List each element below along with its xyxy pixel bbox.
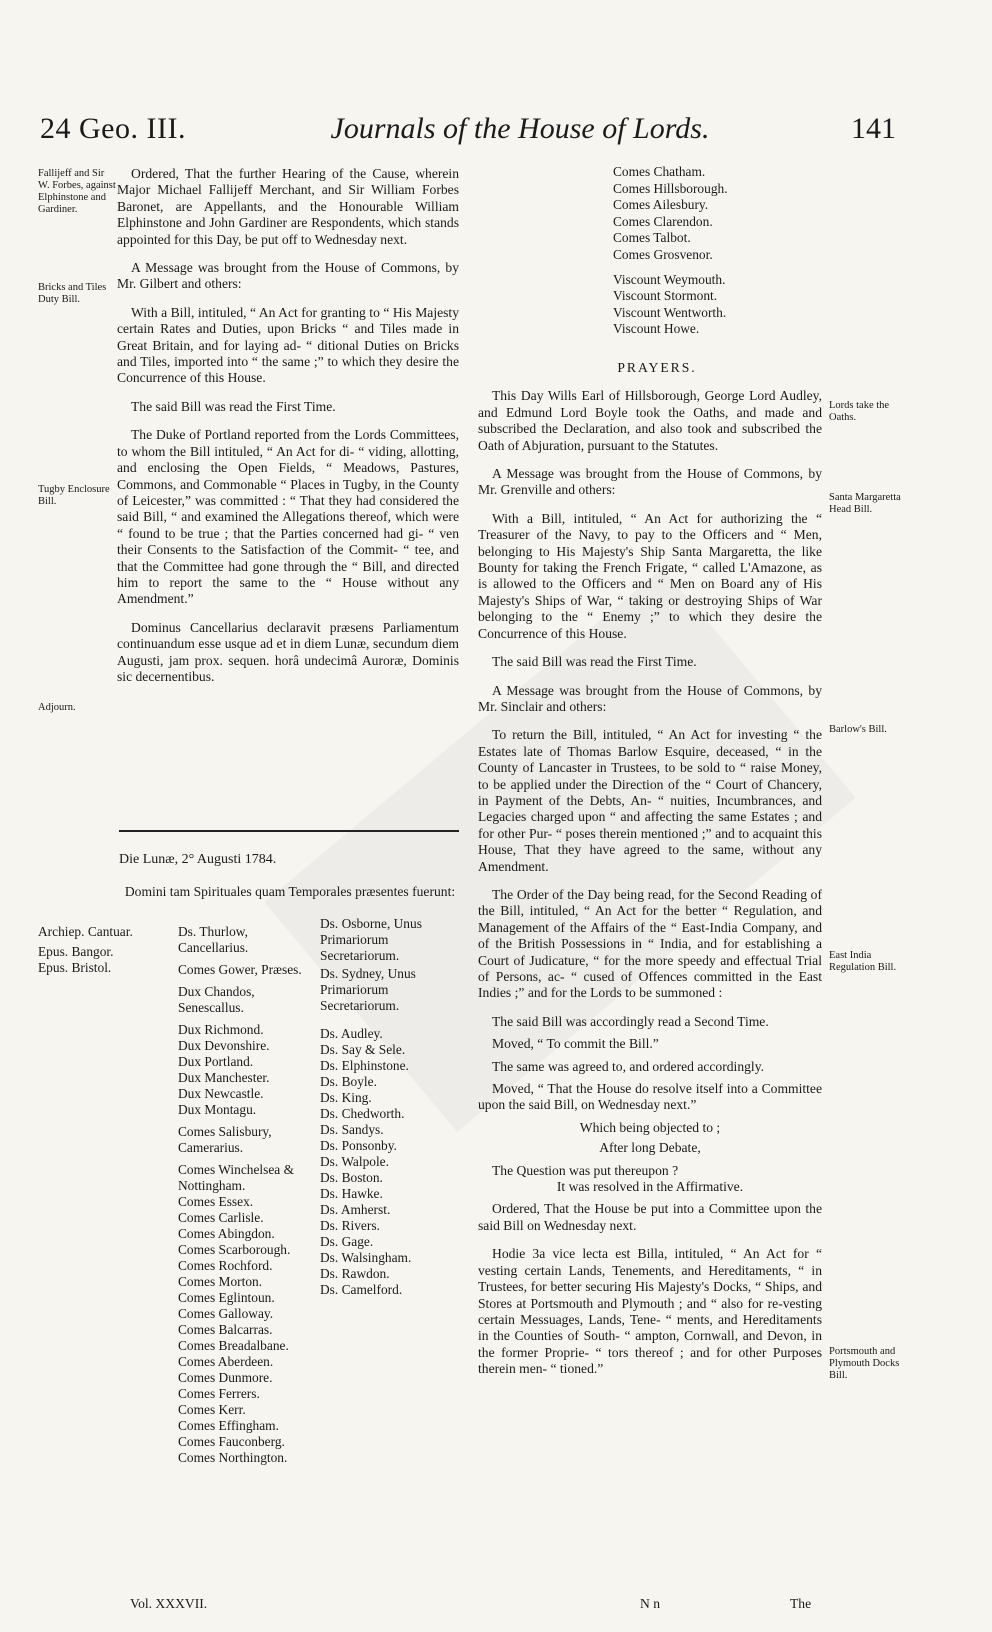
attendee: Ds. Sandys. bbox=[320, 1122, 384, 1137]
attendee: Comes Essex. bbox=[178, 1194, 254, 1209]
paragraph-committee-order: Ordered, That the House be put into a Committee upon the said Bill on Wednesday next. bbox=[478, 1201, 822, 1233]
attendee: Ds. Audley. bbox=[320, 1026, 383, 1041]
attendee: Comes Salisbury, Camerarius. bbox=[178, 1124, 272, 1155]
attendee: Ds. Boston. bbox=[320, 1170, 383, 1185]
attendee: Comes Grosvenor. bbox=[613, 246, 713, 262]
left-column bbox=[117, 166, 459, 697]
attendee: Comes Talbot. bbox=[613, 230, 691, 246]
attendee: Comes Ailesbury. bbox=[613, 197, 709, 213]
attendee: Ds. Camelford. bbox=[320, 1282, 403, 1297]
attendee: Viscount Howe. bbox=[613, 321, 700, 337]
attendance-col-4 bbox=[613, 164, 728, 338]
paragraph-bricks-message: A Message was brought from the House of Commons, by Mr. Gilbert and others: bbox=[117, 260, 459, 292]
paragraph-bricks-read: The said Bill was read the First Time. bbox=[131, 398, 336, 414]
attendee: Comes Balcarras. bbox=[178, 1322, 273, 1337]
attendee: Comes Abingdon. bbox=[178, 1226, 275, 1241]
paragraph-portsmouth-bill: Hodie 3a vice lecta est Billa, intituled, “ An Act for “ vesting certain Lands, Tenements, and Hereditaments, “ in Trustees, for better securing His Majesty's Docks, “ Ships, and Stores at Portsmouth and Plymouth ; and “ also for re-vesting certain Messuages, Lands, Tene- “ ments, and Hereditaments in the Counties of South- “ ampton, Cornwall, and Devon, in the former Proprie- “ tors thereof ; and for other Purposes therein men- “ tioned.” bbox=[478, 1246, 822, 1377]
attendee: Epus. Bristol. bbox=[38, 960, 112, 975]
margin-note-bricks: Bricks and Tiles Duty Bill. bbox=[38, 282, 107, 305]
paragraph-adjourn: Dominus Cancellarius declaravit præsens Parliamentum continuandum esse usque ad et in diem Lunæ, secundum diem Augusti, jam prox. sequen. horâ undecimâ Auroræ, Dominis sic decernentibus. bbox=[117, 619, 459, 684]
margin-note-fallijeff: Fallijeff and Sir W. Forbes, against Elphinstone and Gardiner. bbox=[38, 168, 116, 215]
attendance-col-1 bbox=[38, 924, 133, 976]
attendee: Comes Scarborough. bbox=[178, 1242, 291, 1257]
margin-note-adjourn: Adjourn. bbox=[38, 702, 76, 713]
attendee: Viscount Wentworth. bbox=[613, 304, 727, 320]
attendee: Ds. Osborne, Unus Primariorum Secretariorum. bbox=[320, 916, 422, 963]
attendee: Ds. Say & Sele. bbox=[320, 1042, 406, 1057]
attendee: Comes Ferrers. bbox=[178, 1386, 260, 1401]
attendee: Comes Rochford. bbox=[178, 1258, 273, 1273]
attendee: Dux Newcastle. bbox=[178, 1086, 264, 1101]
margin-note-east-india: East India Regulation Bill. bbox=[829, 950, 897, 973]
attendee: Ds. Thurlow, Cancellarius. bbox=[178, 924, 249, 955]
attendee: Archiep. Cantuar. bbox=[38, 924, 133, 939]
attendee: Ds. Walpole. bbox=[320, 1154, 389, 1169]
attendee: Ds. Boyle. bbox=[320, 1074, 377, 1089]
attendee: Comes Clarendon. bbox=[613, 213, 713, 229]
attendee: Comes Aberdeen. bbox=[178, 1354, 274, 1369]
prayers-heading: PRAYERS. bbox=[617, 360, 697, 375]
attendee: Comes Galloway. bbox=[178, 1306, 274, 1321]
paragraph-fallijeff-order: Ordered, That the further Hearing of the Cause, wherein Major Michael Fallijeff Merchant, and Sir William Forbes Baronet, are Appellants, and the Honourable William Elphinstone and John Gardiner are Respondents, which stands appointed for this Day, be put off to Wednesday next. bbox=[117, 166, 459, 247]
sitting-date-text: Die Lunæ, 2° Augusti 1784. bbox=[119, 852, 277, 867]
right-column bbox=[478, 360, 822, 1390]
attendance-col-3 bbox=[320, 916, 462, 1298]
attendee: Ds. Ponsonby. bbox=[320, 1138, 397, 1153]
attendee: Epus. Bangor. bbox=[38, 944, 114, 959]
attendee: Ds. Rawdon. bbox=[320, 1266, 390, 1281]
sitting-date bbox=[119, 852, 459, 868]
attendee: Dux Montagu. bbox=[178, 1102, 257, 1117]
margin-note-barlow: Barlow's Bill. bbox=[829, 724, 887, 735]
paragraph-objected: Which being objected to ; bbox=[579, 1119, 721, 1135]
present-line: Domini tam Spirituales quam Temporales præsentes fuerunt: bbox=[124, 884, 456, 899]
attendee: Viscount Stormont. bbox=[613, 288, 718, 304]
paragraph-oaths: This Day Wills Earl of Hillsborough, George Lord Audley, and Edmund Lord Boyle took the Oaths, and made and subscribed the Declaration, and also took and subscribed the Oath of Abjuration, pursuant to the Statutes. bbox=[478, 388, 822, 453]
paragraph-question: The Question was put thereupon ? bbox=[492, 1162, 679, 1178]
catchword: The bbox=[790, 1596, 812, 1611]
page-title: Journals of the House of Lords. bbox=[330, 112, 710, 145]
paragraph-resolved: It was resolved in the Affirmative. bbox=[556, 1179, 744, 1195]
attendee: Comes Effingham. bbox=[178, 1418, 279, 1433]
paragraph-second-time: The said Bill was accordingly read a Second Time. bbox=[492, 1013, 769, 1029]
attendee: Ds. Hawke. bbox=[320, 1186, 383, 1201]
margin-note-santa-margaretta: Santa Margaretta Head Bill. bbox=[829, 492, 901, 515]
attendee: Ds. Sydney, Unus Primariorum Secretariorum. bbox=[320, 966, 416, 1013]
attendee: Comes Hillsborough. bbox=[613, 180, 728, 196]
attendee: Comes Breadalbane. bbox=[178, 1338, 289, 1353]
header-regnal-year: 24 Geo. III. bbox=[40, 112, 186, 145]
attendee: Ds. Amherst. bbox=[320, 1202, 391, 1217]
volume-number: Vol. XXXVII. bbox=[130, 1596, 208, 1611]
margin-note-portsmouth: Portsmouth and Plymouth Docks Bill. bbox=[829, 1346, 900, 1381]
paragraph-debate: After long Debate, bbox=[599, 1140, 701, 1156]
paragraph-tugby-report: The Duke of Portland reported from the Lords Committees, to whom the Bill intituled, “ An Act for di- “ viding, allotting, and enclosing the Open Fields, “ Meadows, Pastures, Commons, and Commonable “ Places in Tugby, in the County of Leicester,” was committed : “ That they had considered the said Bill, “ and examined the Allegations thereof, which were “ found to be true ; that the Parties concerned had gi- “ ven their Consents to the Satisfaction of the Commit- “ tee, and that the Committee had gone through the “ Bill, and directed him to report the same to the “ House without any Amendment.” bbox=[117, 427, 459, 607]
attendee: Comes Morton. bbox=[178, 1274, 263, 1289]
attendee: Dux Manchester. bbox=[178, 1070, 270, 1085]
paragraph-first-time: The said Bill was read the First Time. bbox=[492, 654, 697, 670]
attendee: Comes Northington. bbox=[178, 1450, 288, 1465]
paragraph-barlow-bill: To return the Bill, intituled, “ An Act for investing “ the Estates late of Thomas Barlow Esquire, deceased, “ in the County of Lancaster in Trustees, to be sold to “ raise Money, to be applied under the Direction of the “ Court of Chancery, in Payment of the Debts, An- “ nuities, Incumbrances, and Legacies charged upon “ and affecting the same Estates ; and for other Pur- “ poses therein mentioned ;” and to acquaint this House, That they have agreed to the same, without any Amendment. bbox=[478, 727, 822, 874]
page-number: 141 bbox=[851, 112, 896, 145]
signature-mark: N n bbox=[640, 1596, 661, 1611]
margin-note-oaths: Lords take the Oaths. bbox=[829, 400, 890, 423]
attendee: Ds. Elphinstone. bbox=[320, 1058, 409, 1073]
attendee: Comes Chatham. bbox=[613, 164, 706, 179]
attendee: Dux Chandos, Senescallus. bbox=[178, 984, 255, 1015]
paragraph-bricks-bill: With a Bill, intituled, “ An Act for granting to “ His Majesty certain Rates and Duties, upon Bricks “ and Tiles made in Great Britain, and for laying ad- “ ditional Duties on Bricks and Tiles, imported into “ the same ;” to which they desire the Concurrence of this House. bbox=[117, 304, 459, 386]
paragraph-santa-margaretta-bill: With a Bill, intituled, “ An Act for authorizing the “ Treasurer of the Navy, to pay to the Officers and “ Men, belonging to His Majesty's Ship Santa Margaretta, the like Bounty for taking the French Frigate, “ called L'Amazone, as is allowed to the Officers and “ Men on Board any of His Majesty's Ships of War, “ taking or destroying Ships of War belonging to the “ Enemy ;” to which they desire the Concurrence of this House. bbox=[478, 510, 822, 641]
attendee: Dux Devonshire. bbox=[178, 1038, 270, 1053]
paragraph-moved-commit: Moved, “ To commit the Bill.” bbox=[492, 1036, 659, 1052]
paragraph-east-india-order: The Order of the Day being read, for the Second Reading of the Bill, intituled, “ An Act for the better “ Regulation, and Management of the Affairs of the “ East-India Company, and of the British Possessions in “ India, and for establishing a Court of Judicature, “ for the more speedy and effectual Trial of Persons, ac- “ cused of Offences committed in the East Indies ;” and for the Lords to be summoned : bbox=[478, 886, 822, 1001]
attendance-col-2 bbox=[178, 924, 316, 1466]
attendee: Comes Fauconberg. bbox=[178, 1434, 285, 1449]
attendee: Ds. King. bbox=[320, 1090, 372, 1105]
attendee: Comes Eglintoun. bbox=[178, 1290, 275, 1305]
attendee: Dux Richmond. bbox=[178, 1022, 264, 1037]
paragraph-grenville-message: A Message was brought from the House of Commons, by Mr. Grenville and others: bbox=[478, 466, 822, 498]
attendee: Comes Dunmore. bbox=[178, 1370, 273, 1385]
paragraph-sinclair-message: A Message was brought from the House of Commons, by Mr. Sinclair and others: bbox=[478, 682, 822, 714]
paragraph-agreed: The same was agreed to, and ordered accordingly. bbox=[492, 1058, 765, 1074]
attendee: Comes Winchelsea & Nottingham. bbox=[178, 1162, 294, 1193]
section-divider bbox=[119, 830, 459, 832]
attendee: Viscount Weymouth. bbox=[613, 271, 726, 287]
attendee: Comes Gower, Præses. bbox=[178, 962, 302, 977]
attendee: Dux Portland. bbox=[178, 1054, 254, 1069]
attendee: Ds. Chedworth. bbox=[320, 1106, 405, 1121]
attendee: Ds. Rivers. bbox=[320, 1218, 380, 1233]
attendee: Comes Carlisle. bbox=[178, 1210, 264, 1225]
attendee: Ds. Walsingham. bbox=[320, 1250, 412, 1265]
paragraph-moved-committee: Moved, “ That the House do resolve itself into a Committee upon the said Bill, on Wednesday next.” bbox=[478, 1081, 822, 1113]
attendee: Ds. Gage. bbox=[320, 1234, 374, 1249]
margin-note-tugby: Tugby Enclosure Bill. bbox=[38, 484, 110, 507]
attendee: Comes Kerr. bbox=[178, 1402, 246, 1417]
